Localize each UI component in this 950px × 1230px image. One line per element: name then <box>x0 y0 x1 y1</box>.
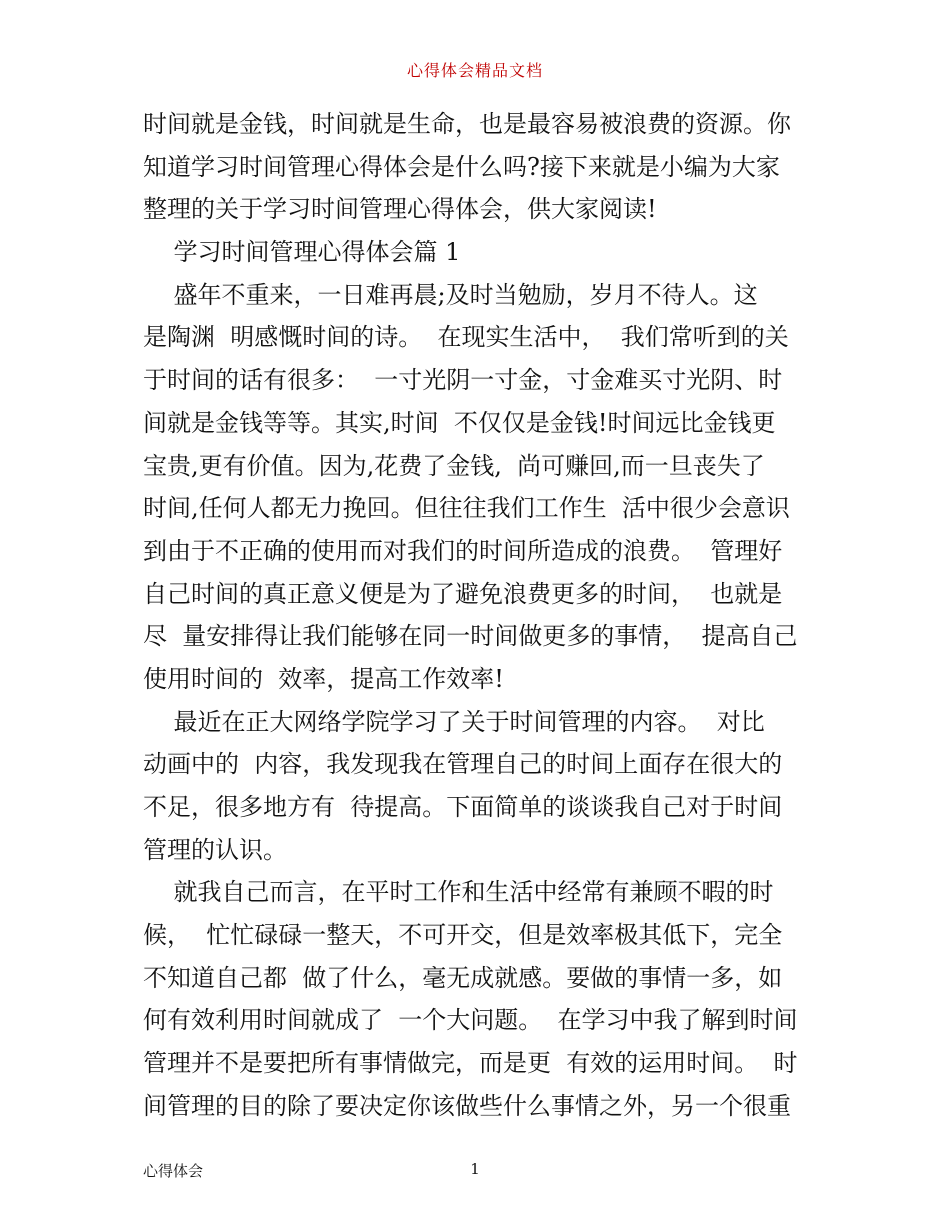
text-line: 间管理的目的除了要决定你该做些什么事情之外，另一个很重 <box>143 1091 791 1120</box>
text-line: 何有效利用时间就成了 一个大问题。 在学习中我了解到时间 <box>143 1006 798 1035</box>
text-line: 最近在正大网络学院学习了关于时间管理的内容。 对比 <box>143 707 765 736</box>
text-line: 时间就是金钱，时间就是生命，也是最容易被浪费的资源。你 <box>143 110 791 138</box>
text-line: 时间,任何人都无力挽回。但往往我们工作生 活中很少会意识 <box>143 494 790 523</box>
text-line: 自己时间的真正意义便是为了避免浪费更多的时间， 也就是 <box>143 579 783 608</box>
text-line: 间就是金钱等等。其实,时间 不仅仅是金钱!时间远比金钱更 <box>143 408 776 437</box>
text-line: 宝贵,更有价值。因为,花费了金钱, 尚可赚回,而一旦丧失了 <box>143 451 765 480</box>
text-line: 管理的认识。 <box>143 835 287 864</box>
text-line: 于时间的话有很多： 一寸光阴一寸金，寸金难买寸光阴、时 <box>143 366 783 395</box>
text-line: 动画中的 内容，我发现我在管理自己的时间上面存在很大的 <box>143 750 783 779</box>
page-header-title: 心得体会精品文档 <box>406 61 543 80</box>
text-line: 知道学习时间管理心得体会是什么吗?接下来就是小编为大家 <box>143 152 780 181</box>
text-line: 就我自己而言，在平时工作和生活中经常有兼顾不暇的时 <box>143 878 774 907</box>
text-line: 不知道自己都 做了什么，毫无成就感。要做的事情一多，如 <box>143 963 783 992</box>
text-line: 整理的关于学习时间管理心得体会，供大家阅读! <box>143 195 657 224</box>
text-line: 管理并不是要把所有事情做完，而是更 有效的运用时间。 时 <box>143 1049 798 1078</box>
text-line: 是陶渊 明感慨时间的诗。 在现实生活中， 我们常听到的关 <box>143 323 789 352</box>
text-line: 到由于不正确的使用而对我们的时间所造成的浪费。 管理好 <box>143 536 783 565</box>
text-line: 候， 忙忙碌碌一整天，不可开交，但是效率极其低下，完全 <box>143 921 783 950</box>
section-heading: 学习时间管理心得体会篇 1 <box>143 238 461 267</box>
page-number: 1 <box>470 1160 480 1178</box>
text-line: 盛年不重来，一日难再晨;及时当勉励，岁月不待人。这 <box>143 280 758 309</box>
footer-label: 心得体会 <box>143 1162 204 1180</box>
text-line: 尽 量安排得让我们能够在同一时间做更多的事情， 提高自己 <box>143 622 798 651</box>
document-body <box>143 103 811 1128</box>
text-line: 不足，很多地方有 待提高。下面简单的谈谈我自己对于时间 <box>143 793 783 821</box>
text-line: 使用时间的 效率，提高工作效率! <box>143 664 504 693</box>
